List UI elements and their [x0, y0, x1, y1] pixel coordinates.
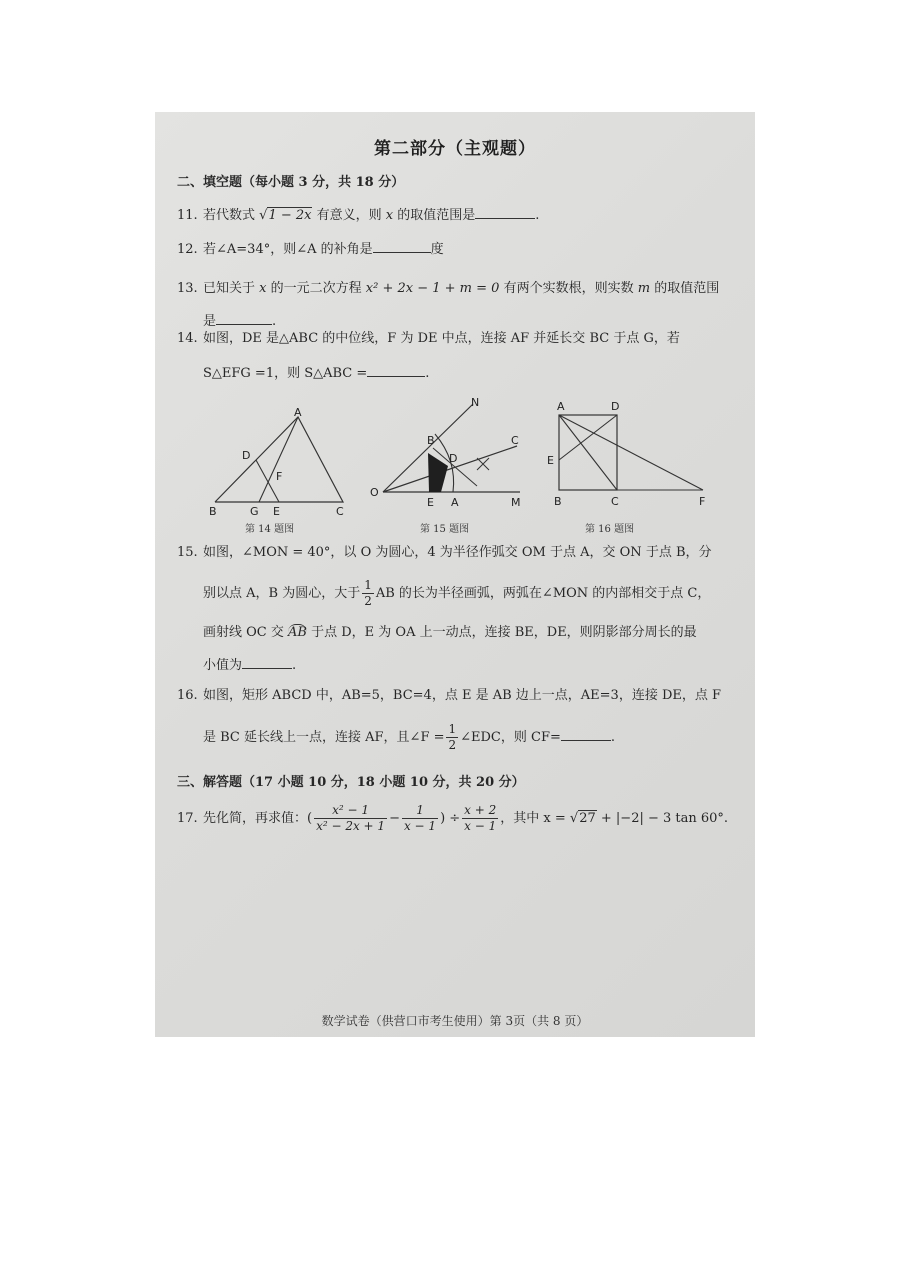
label-b: B: [427, 434, 435, 447]
fraction-half: $\frac{1}{2}$: [364, 578, 372, 608]
question-16-line2: 是 BC 延长线上一点，连接 AF，且∠F = $\frac{1}{2}$ ∠EDC，则 CF= .: [203, 722, 616, 752]
label-e: E: [547, 454, 554, 467]
segment-ag: [259, 417, 298, 502]
label-d: D: [449, 452, 458, 465]
figure-14: [205, 407, 355, 517]
label-c: C: [611, 495, 619, 508]
label-d: D: [611, 400, 620, 413]
question-15-line3: 画射线 OC 交 AB 于点 D，E 为 OA 上一动点，连接 BE，DE，则阴影部分周长的最: [203, 625, 697, 640]
label-o: O: [370, 486, 379, 499]
label-e: E: [273, 505, 280, 517]
question-15: 15. 如图，∠MON = 40°，以 O 为圆心，4 为半径作弧交 OM 于点 A，交 ON 于点 B，分: [177, 545, 712, 560]
label-a: A: [451, 496, 459, 509]
label-f: F: [699, 495, 706, 508]
exam-page: [155, 112, 755, 1037]
page-footer: 数学试卷（供营口市考生使用）第 3页（共 8 页）: [321, 1014, 589, 1028]
ray-on: [383, 404, 473, 492]
question-13-line2: 是 .: [203, 314, 277, 329]
label-g: G: [250, 505, 259, 517]
label-a: A: [294, 407, 302, 419]
fraction-half: $\frac{1}{2}$: [448, 722, 457, 752]
question-14: 14. 如图，DE 是△ABC 的中位线，F 为 DE 中点，连接 AF 并延长交 BC 于点 G，若: [177, 331, 680, 346]
radicand: 1 − 2x: [268, 208, 312, 223]
section-fill-blank-heading: 二、填空题（每小题 3 分，共 18 分）: [177, 175, 405, 190]
label-d: D: [242, 449, 251, 462]
sqrt-symbol: √: [569, 811, 579, 826]
answer-blank[interactable]: [242, 656, 292, 669]
figure-15: [365, 396, 525, 518]
answer-blank[interactable]: [373, 240, 431, 253]
fraction-1: $\frac{\text{x² − 1}}{\text{x² − 2x + 1}}$: [316, 803, 386, 833]
answer-blank[interactable]: [561, 728, 611, 741]
section-solve-heading: 三、解答题（17 小题 10 分，18 小题 10 分，共 20 分）: [177, 775, 525, 790]
fraction-3: $\frac{x + 2}{x - 1}$: [464, 803, 497, 833]
figure-16: [545, 397, 715, 517]
label-c: C: [511, 434, 519, 447]
segment-af: [559, 415, 703, 490]
figure-15-caption: 第 15 题图: [420, 524, 470, 535]
label-c: C: [336, 505, 344, 517]
answer-blank[interactable]: [475, 206, 535, 219]
fraction-2: $\frac{1}{x - 1}$: [403, 803, 437, 833]
answer-blank[interactable]: [216, 312, 272, 325]
label-n: N: [471, 396, 480, 409]
arc-ab-notation: AB: [288, 625, 307, 640]
figure-16-caption: 第 16 题图: [585, 524, 635, 535]
question-16: 16. 如图，矩形 ABCD 中，AB=5，BC=4，点 E 是 AB 边上一点，AE=3，连接 DE，点 F: [177, 688, 722, 703]
question-14-line2: S△EFG =1，则 S△ABC = .: [203, 366, 430, 381]
question-12: 12. 若∠A=34°，则∠A 的补角是 度: [177, 242, 444, 257]
question-13: 13. 已知关于 x 的一元二次方程 x² + 2x − 1 + m = 0 有两个实数根，则实数 m 的取值范围: [177, 281, 720, 296]
label-e: E: [427, 496, 434, 509]
page-title: 第二部分（主观题）: [374, 139, 536, 159]
label-a: A: [557, 400, 565, 413]
question-11: 11. 若代数式 √1 − 2x 有意义，则 x 的取值范围是 .: [177, 208, 540, 223]
question-15-line4: 小值为 .: [203, 658, 297, 673]
label-b: B: [554, 495, 562, 508]
label-m: M: [511, 496, 521, 509]
label-f: F: [276, 470, 283, 483]
figure-14-caption: 第 14 题图: [245, 524, 295, 535]
label-b: B: [209, 505, 217, 517]
arc-intersection-mark: [477, 458, 489, 470]
sqrt-symbol: √: [259, 208, 268, 223]
question-17: 17. 先化简，再求值：( $\frac{\text{x² − 1}}{\text{x² − 2x + 1}}$ − $\frac{1}{x - 1}$ ) ÷ $\frac{x + 2}{x - 1}$ ，其中 x = √27 + |−2| − 3 tan 60°.: [177, 803, 729, 833]
question-15-line2: 别以点 A，B 为圆心，大于 $\frac{1}{2}$ AB 的长为半径画弧，两弧在∠MON 的内部相交于点 C，: [203, 578, 711, 608]
answer-blank[interactable]: [367, 364, 425, 377]
diagonal-ac: [559, 415, 617, 490]
